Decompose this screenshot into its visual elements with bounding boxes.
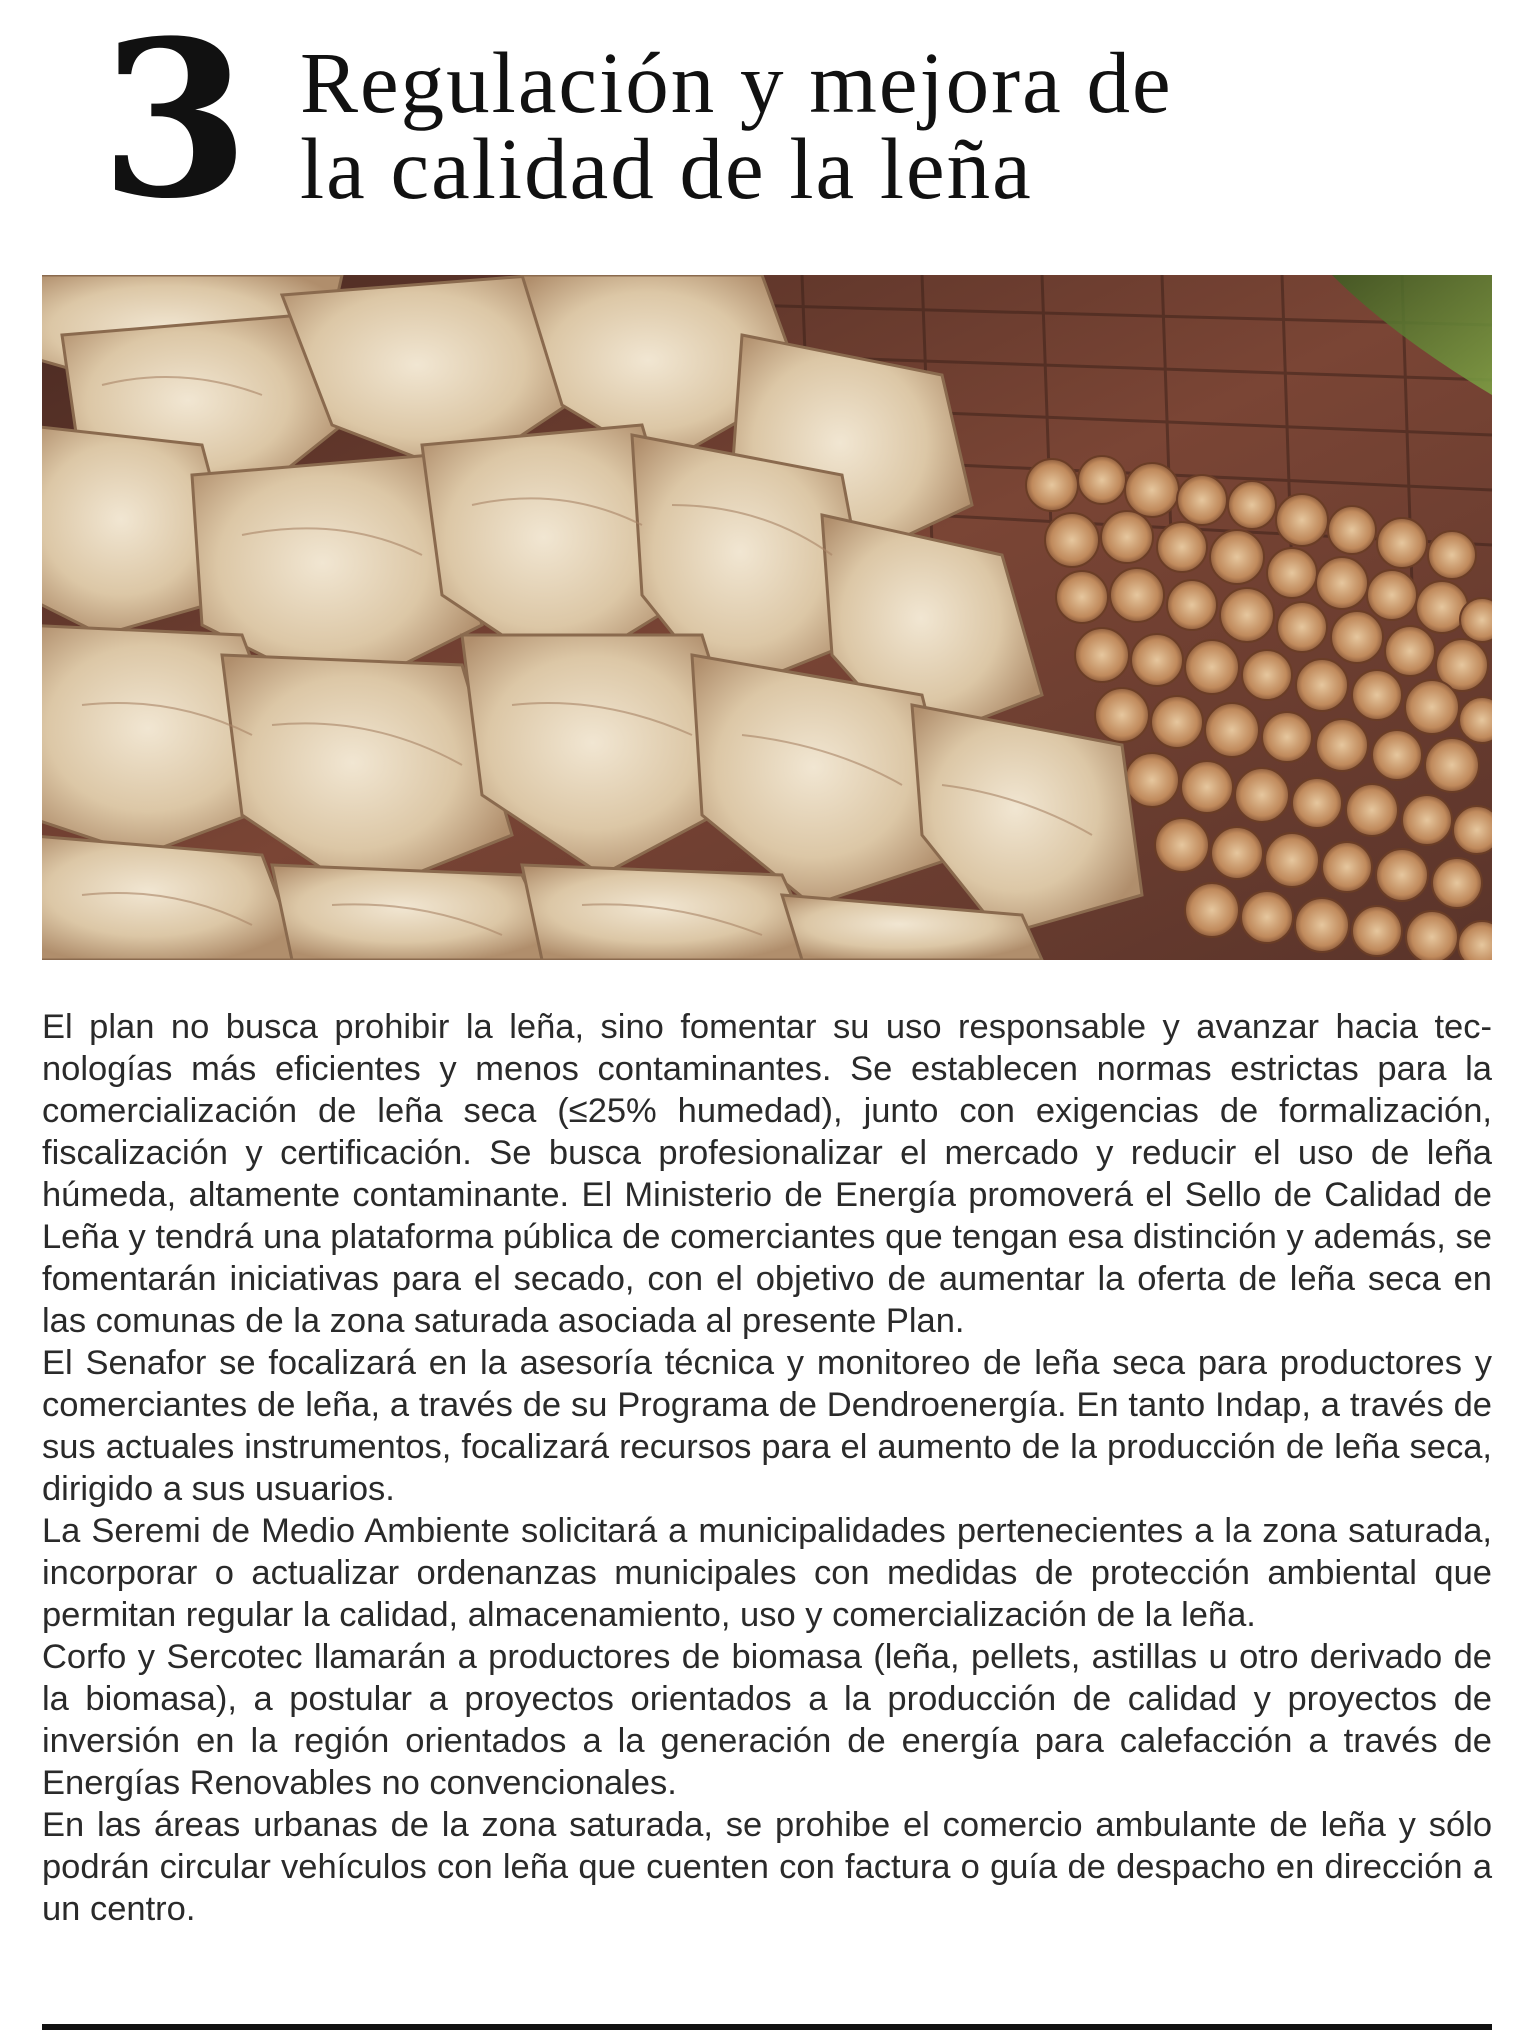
section-title-line-1: Regulación y mejora de [300,34,1173,131]
paragraph-3: La Seremi de Medio Ambiente solicitará a municipalidades pertenecientes a la zona saturada, incorporar o actualizar ordenanzas municipales con medidas de protección ambiental que permitan regular la calidad, almacenamiento, uso y comercialización de la leña. [42,1512,1492,1634]
paragraph-1: El plan no busca prohibir la leña, sino fomentar su uso responsable y avanzar hacia tecnologías más eficientes y menos contaminantes. Se establecen normas estrictas para la comercialización de leña seca (≤25% humedad), junto con exigencias de formalización, fiscalización y certificación. Se busca profesionalizar el mercado y reducir el uso de leña húmeda, altamente contaminante. El Ministerio de Energía promoverá el Sello de Calidad de Leña y tendrá una plataforma pública de comerciantes que tengan esa distinción y además, se fomentarán iniciativas para el secado, con el objetivo de aumentar la oferta de leña seca en las comunas de la zona saturada asociada al presente Plan. [42,1008,1492,1340]
bottom-rule [42,2024,1492,2030]
section-number: 3 [100,0,246,246]
firewood-photo [42,275,1492,960]
paragraph-4: Corfo y Sercotec llamarán a productores de biomasa (leña, pellets, astillas u otro derivado de la biomasa), a postular a proyectos orientados a la producción de calidad y proyectos de inversión en la región orientados a la generación de energía para calefacción a través de Energías Renovables no convencionales. [42,1638,1492,1802]
paragraph-2: El Senafor se focalizará en la asesoría técnica y monitoreo de leña seca para productores y comerciantes de leña, a través de su Programa de Dendroenergía. En tanto Indap, a través de sus actuales instrumentos, focalizará recursos para el aumento de la producción de leña seca, dirigido a sus usuarios. [42,1344,1492,1508]
article-body [42,1006,1492,1930]
section-title-line-2: la calidad de la leña [300,120,1033,217]
paragraph-5: En las áreas urbanas de la zona saturada, se prohibe el comercio ambulante de leña y sólo podrán circular vehículos con leña que cuenten con factura o guía de despacho en dirección a un centro. [42,1806,1492,1928]
section-header [100,0,1400,246]
firewood-illustration [42,275,1492,960]
section-title [300,34,1173,217]
